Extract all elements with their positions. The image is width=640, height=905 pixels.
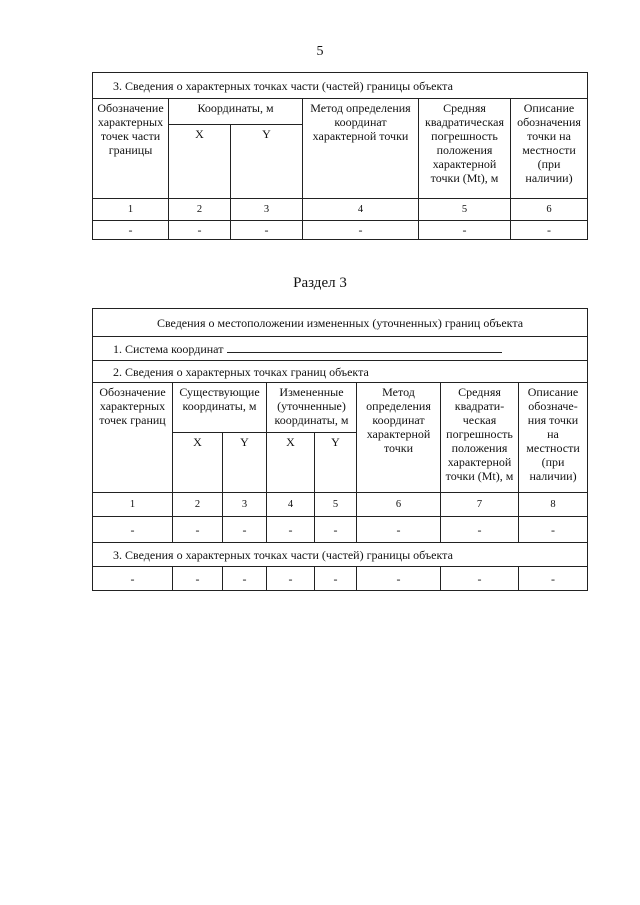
subsection2-title: 2. Сведения о характерных точках границ объекта — [93, 361, 588, 383]
header-x: X — [267, 433, 315, 493]
table-cell: - — [315, 567, 357, 591]
header-changed-coords: Измененные (уточненные) координаты, м — [267, 383, 357, 433]
header-method: Метод определения координат характерной точки — [357, 383, 441, 493]
table-cell: - — [441, 567, 519, 591]
header-x: X — [169, 125, 231, 199]
table-cell: - — [267, 567, 315, 591]
table-cell: - — [441, 517, 519, 543]
table-cell: - — [93, 567, 173, 591]
table-cell: - — [357, 567, 441, 591]
header-coords: Координаты, м — [169, 99, 303, 125]
header-existing-coords: Существующие координаты, м — [173, 383, 267, 433]
col-number: 2 — [169, 199, 231, 221]
header-description: Описание обозначе- ния точки на местности (при наличии) — [519, 383, 588, 493]
header-designation: Обозначение характерных точек границ — [93, 383, 173, 493]
table-cell: - — [93, 517, 173, 543]
coord-system-label: 1. Система координат — [113, 341, 224, 356]
coord-system-blank-line — [227, 342, 502, 353]
col-number: 6 — [511, 199, 588, 221]
col-number: 8 — [519, 493, 588, 517]
header-x: X — [173, 433, 223, 493]
table1-title: 3. Сведения о характерных точках части (частей) границы объекта — [93, 73, 588, 99]
col-number: 7 — [441, 493, 519, 517]
col-number: 1 — [93, 199, 169, 221]
coord-system-row — [93, 337, 588, 361]
col-number: 5 — [419, 199, 511, 221]
table-cell: - — [419, 221, 511, 240]
header-y: Y — [315, 433, 357, 493]
col-number: 4 — [303, 199, 419, 221]
page-number: 5 — [316, 44, 324, 59]
table2-title: Сведения о местоположении измененных (уточненных) границ объекта — [93, 309, 588, 337]
col-number: 5 — [315, 493, 357, 517]
col-number: 6 — [357, 493, 441, 517]
col-number: 3 — [231, 199, 303, 221]
table-cell: - — [231, 221, 303, 240]
subsection3-title: 3. Сведения о характерных точках части (частей) границы объекта — [93, 543, 588, 567]
col-number: 2 — [173, 493, 223, 517]
table-cell: - — [519, 567, 588, 591]
header-y: Y — [223, 433, 267, 493]
table-cell: - — [173, 567, 223, 591]
table-cell: - — [519, 517, 588, 543]
header-error: Средняя квадрати- ческая погрешность положения характерной точки (Mt), м — [441, 383, 519, 493]
table-cell: - — [357, 517, 441, 543]
table-cell: - — [169, 221, 231, 240]
col-number: 1 — [93, 493, 173, 517]
table-cell: - — [173, 517, 223, 543]
table-cell: - — [511, 221, 588, 240]
header-designation: Обозначение характерных точек части границы — [93, 99, 169, 199]
header-y: Y — [231, 125, 303, 199]
col-number: 3 — [223, 493, 267, 517]
changed-borders-table — [92, 308, 588, 591]
section-title: Раздел 3 — [293, 275, 347, 291]
table-cell: - — [223, 517, 267, 543]
table-cell: - — [303, 221, 419, 240]
table-cell: - — [93, 221, 169, 240]
header-error: Средняя квадратическая погрешность положения характерной точки (Mt), м — [419, 99, 511, 199]
parts-points-table — [92, 72, 588, 240]
table-cell: - — [223, 567, 267, 591]
col-number: 4 — [267, 493, 315, 517]
table-cell: - — [315, 517, 357, 543]
header-description: Описание обозначения точки на местности (при наличии) — [511, 99, 588, 199]
header-method: Метод определения координат характерной точки — [303, 99, 419, 199]
table-cell: - — [267, 517, 315, 543]
